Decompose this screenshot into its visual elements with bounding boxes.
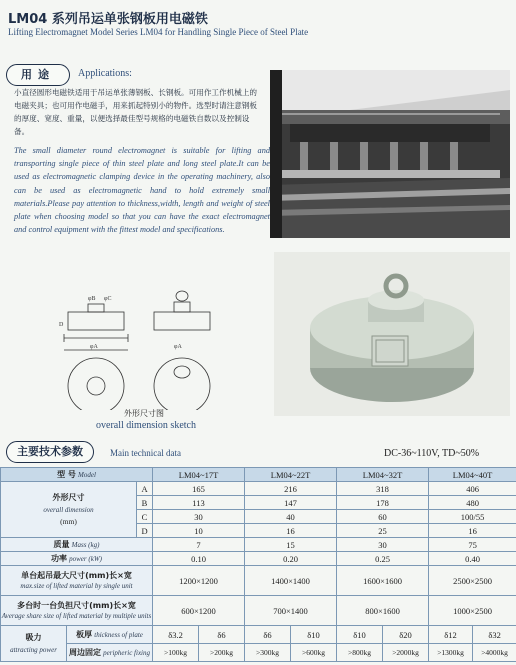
sketch-caption-en: overall dimension sketch [96,420,196,431]
fixing-value: >2000kg [383,644,429,662]
page-title: LM04 系列吊运单张钢板用电磁铁 [8,12,208,27]
spec-header-row [1,468,516,482]
page-subtitle: Lifting Electromagnet Model Series LM04 for Handling Single Piece of Steel Plate [8,27,309,37]
dim-label-zh: 外形尺寸 [52,492,85,502]
power-label-zh: 功率 [51,554,68,563]
dimension-sketch [58,290,218,410]
dim-value: 100/55 [429,510,516,524]
dim-value: 406 [429,482,516,496]
single-value: 2500×2500 [429,566,516,596]
single-size-row [1,566,516,596]
model-4: LM04~40T [429,468,516,482]
dim-key: B [137,496,153,510]
applications-text-en: The small diameter round electromagnet is suitable for lifting and transporting single piece of thin steel plate and long steel plate.It can be used as electromagnetic clamping device in the operating machinery, also can be used as electromagnetic hand to hold extremely small materials.Please pay attention to thickness,width, length and weight of steel plate when choosing model so that you can have the exact electromagnet and control equipment with the fittest model and specifications. [14,146,270,235]
dim-label-en: overall dimension [43,505,94,514]
dim-value: 25 [337,524,429,538]
dim-key: A [137,482,153,496]
dim-key: C [137,510,153,524]
attract-label-zh: 吸力 [25,632,42,642]
dim-row-a [1,482,516,496]
multi-value: 600×1200 [153,596,245,626]
thickness-value: δ6 [199,626,245,644]
mass-value: 15 [245,538,337,552]
model-2: LM04~22T [245,468,337,482]
dim-value: 178 [337,496,429,510]
thickness-label-zh: 板厚 [76,630,93,639]
sketch-label-a2: φA [174,344,182,350]
multi-value: 800×1600 [337,596,429,626]
dim-unit: (mm) [60,516,77,526]
sketch-label-d: D [59,322,64,328]
fixing-label-zh: 周边固定 [69,648,102,657]
spec-table [0,467,516,662]
factory-photo [270,70,510,238]
applications-text-zh: 小直径圆形电磁铁适用于吊运单张薄钢板、长钢板。可用作工作机械上的电磁夹具；也可用作电磁手，用来抓起特别小的物件。选型时请注意钢板的厚度、宽度、重量，以便选择最佳型号规格的电磁铁自数以及控制设备。 [14,88,257,136]
thickness-row [1,626,516,644]
sketch-label-a: φA [90,344,98,350]
applications-label: 用途 [6,64,70,86]
dim-value: 318 [337,482,429,496]
fixing-value: >600kg [291,644,337,662]
fixing-value: >4000kg [473,644,516,662]
specs-label: 主要技术参数 [6,441,94,463]
model-label-zh: 型 号 [57,470,76,479]
thickness-value: δ12 [429,626,473,644]
dim-value: 480 [429,496,516,510]
power-value: 0.25 [337,552,429,566]
thickness-value: δ3.2 [153,626,199,644]
electromagnet-photo [274,252,510,416]
thickness-value: δ32 [473,626,516,644]
power-value: 0.10 [153,552,245,566]
thickness-label-en: thickness of plate [94,631,143,639]
thickness-value: δ10 [291,626,337,644]
power-value: 0.40 [429,552,516,566]
dim-value: 30 [153,510,245,524]
multi-size-row [1,596,516,626]
dim-value: 147 [245,496,337,510]
model-1: LM04~17T [153,468,245,482]
multi-label-en: Average share size of lifted material by multiple units [1,611,152,620]
mass-value: 75 [429,538,516,552]
sketch-label-c: φC [104,296,112,302]
mass-value: 7 [153,538,245,552]
sketch-label-b: φB [88,296,96,302]
multi-value: 1000×2500 [429,596,516,626]
mass-label-zh: 质量 [53,540,70,549]
single-value: 1600×1600 [337,566,429,596]
dim-key: D [137,524,153,538]
dim-value: 10 [153,524,245,538]
fixing-row [1,644,516,662]
fixing-value: >200kg [199,644,245,662]
dim-value: 60 [337,510,429,524]
dim-value: 40 [245,510,337,524]
fixing-value: >1300kg [429,644,473,662]
dim-value: 216 [245,482,337,496]
single-value: 1200×1200 [153,566,245,596]
mass-value: 30 [337,538,429,552]
thickness-value: δ10 [337,626,383,644]
mass-label-en: Mass (kg) [71,541,100,549]
fixing-value: >300kg [245,644,291,662]
voltage-spec: DC-36~110V, TD~50% [384,448,480,459]
mass-row [1,538,516,552]
single-label-zh: 单台起吊最大尺寸(mm)长×宽 [21,570,132,580]
multi-value: 700×1400 [245,596,337,626]
dim-value: 165 [153,482,245,496]
dim-value: 113 [153,496,245,510]
single-label-en: max.size of lifted material by single unit [20,581,133,590]
power-row [1,552,516,566]
sketch-caption-zh: 外形尺寸图 [124,409,164,418]
model-label-en: Model [78,471,96,479]
multi-label-zh: 多台时一台负担尺寸(mm)长×宽 [17,600,136,610]
attract-label-en: attracting power [10,645,57,654]
model-3: LM04~32T [337,468,429,482]
dim-value: 16 [429,524,516,538]
thickness-value: δ6 [245,626,291,644]
applications-label-en: Applications: [78,68,132,79]
thickness-value: δ20 [383,626,429,644]
fixing-value: >100kg [153,644,199,662]
power-value: 0.20 [245,552,337,566]
fixing-value: >800kg [337,644,383,662]
single-value: 1400×1400 [245,566,337,596]
specs-label-en: Main technical data [110,448,181,458]
dim-value: 16 [245,524,337,538]
power-label-en: power (kW) [69,555,102,563]
fixing-label-en: peripheric fixing [103,649,150,657]
